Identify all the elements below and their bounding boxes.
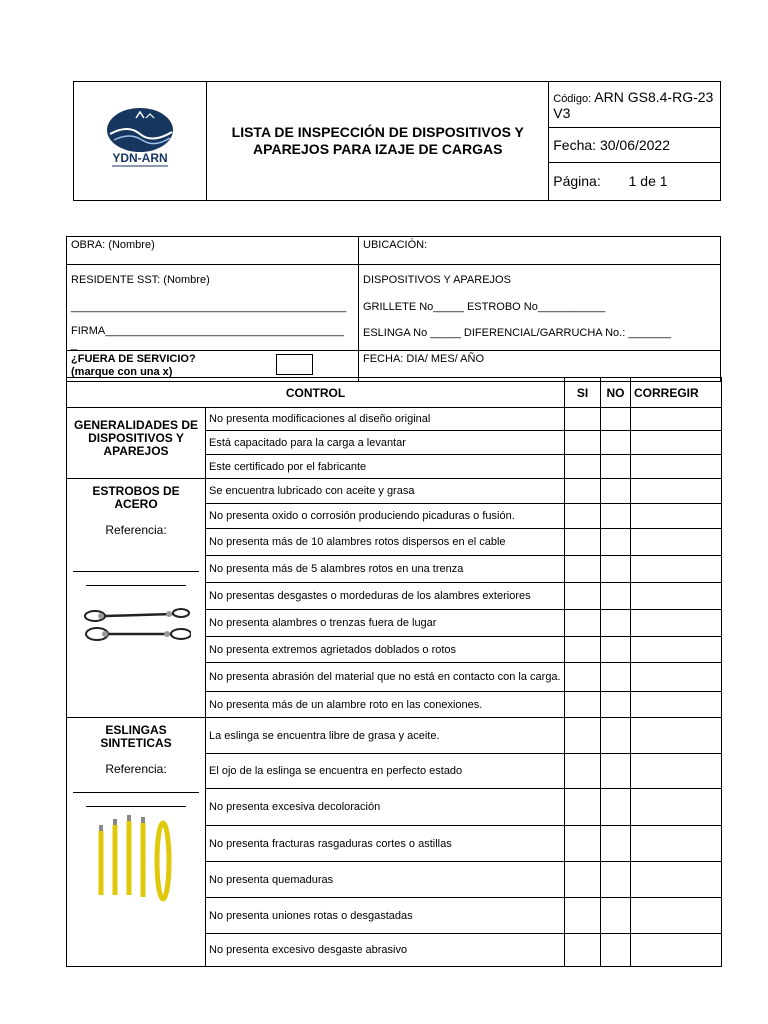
- section-title: GENERALIDADES DE DISPOSITIVOS Y APAREJOS: [73, 418, 198, 458]
- obra-field[interactable]: OBRA: (Nombre): [67, 237, 359, 265]
- ubicacion-field[interactable]: UBICACIÓN:: [359, 237, 721, 265]
- corregir-cell[interactable]: [631, 455, 722, 479]
- control-item: No presenta oxido o corrosión produciendo picaduras o fusión.: [206, 504, 565, 529]
- corregir-cell[interactable]: [631, 934, 722, 967]
- dispositivos-label: DISPOSITIVOS Y APAREJOS: [363, 274, 511, 286]
- no-cell[interactable]: [601, 408, 631, 431]
- si-cell[interactable]: [565, 934, 601, 967]
- si-cell[interactable]: [565, 789, 601, 826]
- codigo-label: Código:: [553, 92, 592, 105]
- referencia-line: [86, 806, 186, 807]
- si-cell[interactable]: [565, 583, 601, 610]
- control-table: [66, 377, 722, 967]
- fecha-field[interactable]: FECHA: DIA/ MES/ AÑO: [359, 351, 721, 382]
- section-estrobos: [67, 479, 206, 718]
- control-header: CONTROL: [67, 378, 565, 408]
- no-cell[interactable]: [601, 504, 631, 529]
- control-item: No presentas desgastes o mordeduras de los alambres exteriores: [206, 583, 565, 610]
- document-title: LISTA DE INSPECCIÓN DE DISPOSITIVOS Y APAREJOS PARA IZAJE DE CARGAS: [207, 82, 549, 201]
- corregir-cell[interactable]: [631, 479, 722, 504]
- si-cell[interactable]: [565, 408, 601, 431]
- table-row: [67, 479, 722, 504]
- corregir-cell[interactable]: [631, 610, 722, 637]
- si-cell[interactable]: [565, 637, 601, 663]
- section-title: ESTROBOS DE ACERO: [92, 484, 180, 511]
- control-item: No presenta más de 10 alambres rotos dispersos en el cable: [206, 529, 565, 556]
- control-item: No presenta excesiva decoloración: [206, 789, 565, 826]
- si-cell[interactable]: [565, 610, 601, 637]
- codigo-cell: [549, 82, 721, 128]
- dispositivos-field[interactable]: [359, 265, 721, 351]
- control-item: No presenta uniones rotas o desgastadas: [206, 898, 565, 934]
- pagina-value: 1 de 1: [628, 173, 668, 190]
- si-cell[interactable]: [565, 718, 601, 754]
- corregir-header: CORREGIR: [631, 378, 722, 408]
- control-item: No presenta quemaduras: [206, 862, 565, 898]
- no-cell[interactable]: [601, 431, 631, 455]
- fecha-cell: Fecha: 30/06/2022: [549, 128, 721, 162]
- si-cell[interactable]: [565, 479, 601, 504]
- corregir-cell[interactable]: [631, 718, 722, 754]
- si-cell[interactable]: [565, 898, 601, 934]
- no-cell[interactable]: [601, 898, 631, 934]
- no-cell[interactable]: [601, 826, 631, 862]
- corregir-cell[interactable]: [631, 789, 722, 826]
- corregir-cell[interactable]: [631, 663, 722, 692]
- control-item: Se encuentra lubricado con aceite y grasa: [206, 479, 565, 504]
- document-header: [73, 81, 721, 201]
- corregir-cell[interactable]: [631, 826, 722, 862]
- firma-line: FIRMA_______________________________________: [71, 325, 344, 337]
- steel-sling-image: [81, 604, 191, 654]
- corregir-cell[interactable]: [631, 637, 722, 663]
- no-cell[interactable]: [601, 610, 631, 637]
- no-cell[interactable]: [601, 583, 631, 610]
- no-cell[interactable]: [601, 529, 631, 556]
- control-item: No presenta más de un alambre roto en las conexiones.: [206, 692, 565, 718]
- control-item: No presenta abrasión del material que no está en contacto con la carga.: [206, 663, 565, 692]
- no-cell[interactable]: [601, 692, 631, 718]
- control-item: Está capacitado para la carga a levantar: [206, 431, 565, 455]
- si-header: SI: [565, 378, 601, 408]
- control-item: No presenta extremos agrietados doblados o rotos: [206, 637, 565, 663]
- control-item: La eslinga se encuentra libre de grasa y aceite.: [206, 718, 565, 754]
- control-item: No presenta alambres o trenzas fuera de lugar: [206, 610, 565, 637]
- section-title: ESLINGAS SINTETICAS: [100, 723, 172, 750]
- eslinga-diferencial-line: ESLINGA No _____ DIFERENCIAL/GARRUCHA No.: _______: [363, 327, 672, 339]
- no-cell[interactable]: [601, 637, 631, 663]
- company-logo: [100, 106, 180, 172]
- si-cell[interactable]: [565, 692, 601, 718]
- synthetic-sling-image: [91, 811, 181, 907]
- no-cell[interactable]: [601, 789, 631, 826]
- no-cell[interactable]: [601, 718, 631, 754]
- referencia-label: Referencia:: [105, 762, 167, 776]
- control-item: No presenta excesivo desgaste abrasivo: [206, 934, 565, 967]
- corregir-cell[interactable]: [631, 583, 722, 610]
- no-cell[interactable]: [601, 479, 631, 504]
- no-cell[interactable]: [601, 934, 631, 967]
- no-cell[interactable]: [601, 455, 631, 479]
- si-cell[interactable]: [565, 455, 601, 479]
- no-cell[interactable]: [601, 556, 631, 583]
- si-cell[interactable]: [565, 556, 601, 583]
- no-header: NO: [601, 378, 631, 408]
- si-cell[interactable]: [565, 504, 601, 529]
- firma-tail: _: [71, 339, 78, 351]
- fuera-servicio-checkbox[interactable]: [276, 354, 313, 375]
- table-row: [67, 718, 722, 754]
- corregir-cell[interactable]: [631, 529, 722, 556]
- control-item: No presenta modificaciones al diseño original: [206, 408, 565, 431]
- info-block: [66, 236, 721, 382]
- referencia-line: [73, 571, 199, 572]
- si-cell[interactable]: [565, 754, 601, 789]
- si-cell[interactable]: [565, 862, 601, 898]
- control-item: El ojo de la eslinga se encuentra en perfecto estado: [206, 754, 565, 789]
- section-generalidades: [67, 408, 206, 479]
- table-row: [67, 408, 722, 431]
- control-item: No presenta fracturas rasgaduras cortes o astillas: [206, 826, 565, 862]
- pagina-cell: [549, 162, 721, 200]
- control-item: No presenta más de 5 alambres rotos en una trenza: [206, 556, 565, 583]
- no-cell[interactable]: [601, 663, 631, 692]
- pagina-label: Página:: [553, 173, 601, 190]
- corregir-cell[interactable]: [631, 556, 722, 583]
- codigo-value: ARN GS8.4-RG-23 V3: [553, 88, 714, 121]
- fuera-servicio-label: ¿FUERA DE SERVICIO?: [71, 353, 196, 365]
- corregir-cell[interactable]: [631, 504, 722, 529]
- section-eslingas: [67, 718, 206, 967]
- si-cell[interactable]: [565, 663, 601, 692]
- corregir-cell[interactable]: [631, 692, 722, 718]
- marque-label: (marque con una x): [71, 366, 173, 378]
- corregir-cell[interactable]: [631, 754, 722, 789]
- residente-field[interactable]: [67, 265, 359, 351]
- residente-line: _____________________________________________: [71, 300, 347, 313]
- residente-label: RESIDENTE SST: (Nombre): [71, 274, 210, 286]
- si-cell[interactable]: [565, 431, 601, 455]
- referencia-line: [86, 585, 186, 586]
- referencia-label: Referencia:: [105, 523, 167, 537]
- grillete-estrobo-line: GRILLETE No_____ ESTROBO No___________: [363, 300, 606, 313]
- no-cell[interactable]: [601, 754, 631, 789]
- no-cell[interactable]: [601, 862, 631, 898]
- corregir-cell[interactable]: [631, 898, 722, 934]
- si-cell[interactable]: [565, 529, 601, 556]
- logo-text: YDN-ARN: [112, 150, 168, 165]
- control-item: Este certificado por el fabricante: [206, 455, 565, 479]
- corregir-cell[interactable]: [631, 431, 722, 455]
- si-cell[interactable]: [565, 826, 601, 862]
- corregir-cell[interactable]: [631, 862, 722, 898]
- logo-cell: [74, 82, 207, 201]
- referencia-line: [73, 792, 199, 793]
- corregir-cell[interactable]: [631, 408, 722, 431]
